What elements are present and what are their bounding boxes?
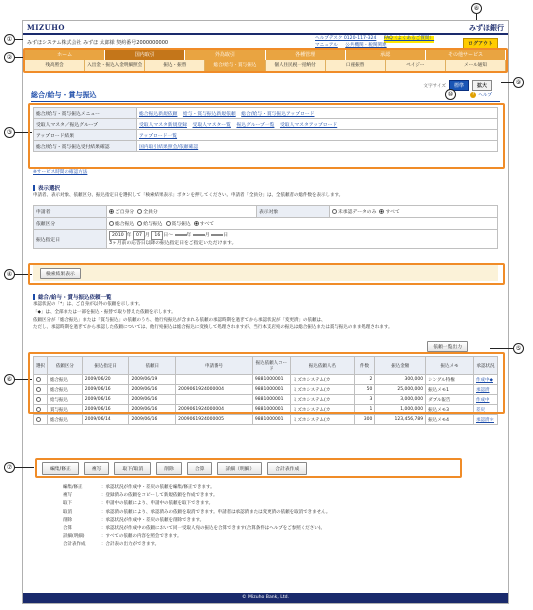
status-link[interactable]: 承認済＊ [476,417,494,423]
menu-link-new-salary[interactable]: 給与・賞与振込新規依頼 [182,111,236,117]
cell-type: 総合振込 [48,375,83,385]
column-header: 依頼日 [129,357,176,375]
cell-name: ミズホシステム(カ [290,375,354,385]
callout-line [15,467,34,468]
target-all-label: すべて [385,210,400,215]
results-note-2: 「◆」は、全部または一部を振込・振替で取り替えた依頼を示します。 [33,310,176,315]
condition-row [34,206,498,218]
month-unit: 月 [204,233,210,238]
nav-management[interactable]: 各種管理 [266,50,346,60]
cell-app-no: 2009061924000004 [176,405,253,415]
help-icon: ? [472,92,475,97]
cell-date: 2009/06/16 [82,405,129,415]
cell-memo: 振込メモ4 [426,415,474,425]
service-hours-link[interactable]: ※サービス時間の確認方法 [33,170,88,175]
callout-line [15,39,23,40]
column-header: 件数 [354,357,375,375]
menu-link-new-general[interactable]: 総合振込新規依頼 [139,111,178,117]
menu-link-result-inquiry[interactable]: 国内取引結果照会/依頼確認 [139,144,199,150]
date-from-month-select[interactable]: 07 [133,231,145,240]
callout-9: ⑨ [513,77,524,88]
column-header: 承認状況 [474,357,498,375]
main-nav [25,50,506,60]
global-nav [23,48,508,73]
callout-4: ④ [4,269,15,280]
cell-type: 給与振込 [48,395,83,405]
cell-memo: 振込メモ3 [426,405,474,415]
nav-home[interactable]: ホーム [25,50,105,60]
status-link[interactable]: 差戻 [476,407,485,413]
type-general-label: 総合振込 [115,222,135,227]
subnav-account-transfer[interactable]: 口座振替 [326,60,386,71]
legend-row: 編集/修正 ：承認状況が作成中・差戻の依頼を編集/修正できます。 [63,485,215,490]
detail-button[interactable]: 詳細（明細） [217,462,262,475]
display-select-description: 申請者、表示対象、依頼区分、振込指定日を選択して「検索結果表示」ボタンを押してください。申請者「全員分」は、全依頼者の総件数を表示します。 [33,193,344,198]
menu-link-upload[interactable]: 総合/給与・賞与振込アップロード [241,111,315,117]
column-header: 申請番号 [176,357,253,375]
callout-line [15,57,23,58]
subnav-mail[interactable]: メール通知 [446,60,506,71]
cell-request-date: 2009/06/16 [129,385,176,395]
withdraw-cancel-button[interactable]: 取下/取消 [114,462,151,475]
menu-link-group-list[interactable]: 振込グループ一覧 [236,122,275,128]
condition-row [34,218,498,230]
cell-code: 9881000001 [252,405,290,415]
search-conditions [33,205,498,249]
cell-amount: 1,000,000 [375,405,426,415]
cell-request-date: 2009/06/16 [129,415,176,425]
menu-link-upload-list[interactable]: アップロード一覧 [139,133,178,139]
applicant-self-label: ご自身分 [115,210,135,215]
applicant-options [107,206,257,218]
cell-count: 300 [354,415,375,425]
cell-code: 9881000001 [252,385,290,395]
target-label: 表示対象 [257,206,330,218]
bank-name: みずほ銀行 [469,24,504,32]
cell-date: 2009/06/20 [82,375,129,385]
nav-other-services[interactable]: その他サービス [426,50,506,60]
condition-row [34,230,498,249]
subnav-balance[interactable]: 残高照会 [25,60,85,71]
cell-request-date: 2009/06/16 [129,395,176,405]
cell-count: 2 [354,375,375,385]
cell-count: 3 [354,395,375,405]
callout-5: ⑤ [513,343,524,354]
date-note: 3ヶ月前の応答日以降の振込指定日をご指定いただけます。 [109,241,237,246]
legend-row: 合計表作成 ：合計表の出力ができます。 [63,542,160,548]
cell-memo: シングル特権 [426,375,474,385]
day-unit-range: 日～ [163,233,173,238]
cell-app-no: 2009061924000004 [176,385,253,395]
nav-domestic[interactable]: 国内取引 [105,50,185,60]
applicant-label: 申請者 [34,206,107,218]
cell-type: 賞与振込 [48,405,83,415]
results-note-4: ただし、承認時期を過ぎてから承認した依頼については、他行宛振込は総合振込に変換して処理されますが、当行本支店宛の振込は総合振込または賞与振込のまま処理されます。 [33,325,393,330]
target-options [330,206,498,218]
date-label: 振込指定日 [34,230,107,249]
sub-nav [25,60,506,71]
text-size-label: 文字サイズ [423,83,446,89]
column-header: 振込金額 [375,357,426,375]
legend-row: 取消 ：承認済の依頼により、承認済みの依頼を取消できます。申請者は承認済または変更済の依頼を取消できません。 [63,509,331,515]
page-footer: © Mizuho Bank, Ltd. [23,593,508,603]
column-header: 振込依頼人名 [290,357,354,375]
mizuho-logo: MIZUHO [27,23,65,32]
date-range [107,230,498,249]
month-unit: 月 [145,233,150,238]
cell-code: 9881000001 [252,415,290,425]
display-select-heading: 表示選択 [33,184,60,192]
text-size-control [423,80,492,91]
action-button-bar [35,458,462,478]
subnav-bulk-transfer[interactable]: 総合/給与・賞与振込 [205,60,265,71]
faq-link[interactable]: FAQ（よくあるご質問） [383,36,435,41]
year-unit: 年 [186,233,192,238]
date-to-month-select[interactable] [193,234,205,236]
cell-date: 2009/06/16 [82,385,129,395]
status-link[interactable]: 承認済 [476,387,490,393]
status-link[interactable]: 作成中 [476,397,490,403]
results-note-1: 承認状況の「*」は、ご自身が以外の依頼を示します。 [33,302,143,307]
results-heading: 総合/給与・賞与振込依頼一覧 [33,293,112,301]
cell-amount: 25,000,000 [375,385,426,395]
type-bonus-label: 賞与振込 [171,222,191,227]
cell-request-date: 2009/06/16 [129,405,176,415]
type-options [107,218,498,230]
cell-name: ミズホシステム(カ [290,405,354,415]
status-link[interactable]: 作成中◆ [476,377,493,383]
applicant-all-radio[interactable] [137,209,142,214]
help-label: ヘルプ [478,93,492,98]
date-to-day-select[interactable] [211,234,223,236]
callout-2: ② [4,52,15,63]
type-general-radio[interactable] [109,221,114,226]
subnav-transfer[interactable]: 振込・振替 [145,60,205,71]
row-select-radio[interactable] [34,415,48,425]
nav-approval[interactable]: 承認 [346,50,426,60]
company-user-info: みずほシステム株式会社 みずほ 太郎様 契約番号2000000000 [27,40,169,46]
cell-count: 1 [354,405,375,415]
cell-amount: 3,000,000 [375,395,426,405]
cell-count: 50 [354,385,375,395]
callout-10: ⑩ [445,89,456,100]
year-unit: 年 [126,233,132,238]
cell-request-date: 2009/06/19 [129,375,176,385]
applicant-self-radio[interactable] [109,209,114,214]
cell-status [474,415,498,425]
title-rule [31,101,500,102]
legend-row: 複写 ：登録済みの依頼をコピーして新規依頼を作成できます。 [63,493,218,499]
type-label: 依頼区分 [34,218,107,230]
text-size-large-button[interactable]: 拡大 [472,80,492,91]
subnav-statement[interactable]: 入出金・振込入金明細照会 [85,60,145,71]
manual-link[interactable]: マニュアル [315,42,338,48]
cell-amount: 123,456,789 [375,415,426,425]
date-from-day-select[interactable]: 16 [151,231,163,240]
text-size-standard-button[interactable]: 標準 [449,80,469,91]
callout-8: ⑧ [471,3,482,14]
type-bonus-radio[interactable] [166,221,171,226]
menu-link-payee-list[interactable]: 受取人マスター覧 [192,122,231,128]
cell-code: 9881000001 [252,395,290,405]
cell-name: ミズホシステム(カ [290,415,354,425]
cell-type: 総合振込 [48,415,83,425]
column-header: 振込メモ [426,357,474,375]
delete-button[interactable]: 削除 [156,462,182,475]
highlight-results [28,352,505,414]
highlight-menu [28,103,505,169]
date-from-year-select[interactable]: 2010 [109,231,127,240]
cell-name: ミズホシステム(カ [290,385,354,395]
cell-app-no: 2009061924000005 [176,415,253,425]
page-title: 総合/給与・賞与振込 [31,91,97,99]
edit-button[interactable]: 編集/修正 [42,462,79,475]
callout-3: ③ [4,127,15,138]
type-all-label: すべて [199,222,215,227]
download-list-button[interactable]: 依頼一覧出力 [427,341,468,352]
date-to-year-select[interactable] [175,234,187,236]
callout-line [501,82,513,83]
legend-row: 合算 ：承認状況が作成中の依頼において同一受取人宛の振込を合算できます(合算条件はヘルプをご参照ください)。 [63,526,326,532]
nav-forex[interactable]: 外為取引 [185,50,265,60]
public-agency-link[interactable]: 公共機関・税関関連 [345,42,387,48]
help-link[interactable] [470,92,492,98]
target-unapproved-label: 未承認データのみ [338,210,377,215]
callout-line [490,348,513,349]
cell-amount: 300,000 [375,375,426,385]
type-salary-radio[interactable] [137,221,142,226]
subnav-payeasy[interactable]: ペイジー [386,60,446,71]
type-salary-label: 給与振込 [143,222,163,227]
legend-row: 詳細(明細) ：すべての依頼の内容を照会できます。 [63,534,182,540]
helpdesk-link[interactable]: ヘルプデスク 0120-117-324 [315,36,377,41]
legend-row: 取下 ：申請中の依頼により、申請中の依頼を取下できます。 [63,501,214,507]
results-note-3: 依頼区分が「総合振込」または「賞与振込」の依頼のうち、他行宛振込が含まれる依頼の承認時期を過ぎてから承認状況が「変更済」の依頼は、 [33,318,326,323]
logout-button[interactable]: ログアウト [463,38,498,49]
menu-row-label: 総合/給与・賞与振込メニュー [34,108,137,119]
search-results-button[interactable]: 検索結果表示 [40,268,81,279]
legend-row: 削除 ：承認状況が作成中・差戻の依頼を削除できます。 [63,517,205,523]
combine-button[interactable]: 合算 [187,462,213,475]
table-row[interactable] [34,415,498,425]
day-unit: 日 [223,233,229,238]
callout-7: ⑦ [4,462,15,473]
cell-memo: 振込メモ1 [426,385,474,395]
column-header: 依頼区分 [48,357,83,375]
summary-create-button[interactable]: 合計表作成 [267,462,307,475]
action-legend [63,484,330,550]
menu-row-label: 受取人マスタ／振込グループ [34,119,137,130]
target-all-radio[interactable] [379,209,384,214]
target-unapproved-radio[interactable] [332,209,337,214]
cell-code: 9881000001 [252,375,290,385]
column-header: 振込指定日 [82,357,129,375]
copy-button[interactable]: 複写 [84,462,110,475]
subnav-resident-tax[interactable]: 個人住民税一括納付 [266,60,326,71]
column-header: 振込依頼人コード [252,357,290,375]
type-all-radio[interactable] [194,221,199,226]
menu-link-payee-upload[interactable]: 受取人マスタアップロード [279,122,338,128]
menu-row-label: 総合/給与・賞与振込受付結果確認 [34,141,137,152]
menu-row-label: アップロード結果 [34,130,137,141]
applicant-all-label: 全員分 [143,210,158,215]
cell-name: ミズホシステム(カ [290,395,354,405]
callout-6: ⑥ [4,374,15,385]
callout-1: ① [4,34,15,45]
cell-date: 2009/06/14 [82,415,129,425]
cell-memo: ダブル報告 [426,395,474,405]
menu-link-payee-register[interactable]: 受取人マスタ新規登録 [139,122,187,128]
highlight-search [28,263,505,285]
cell-type: 総合振込 [48,385,83,395]
column-header: 選択 [34,357,48,375]
cell-date: 2009/06/16 [82,395,129,405]
